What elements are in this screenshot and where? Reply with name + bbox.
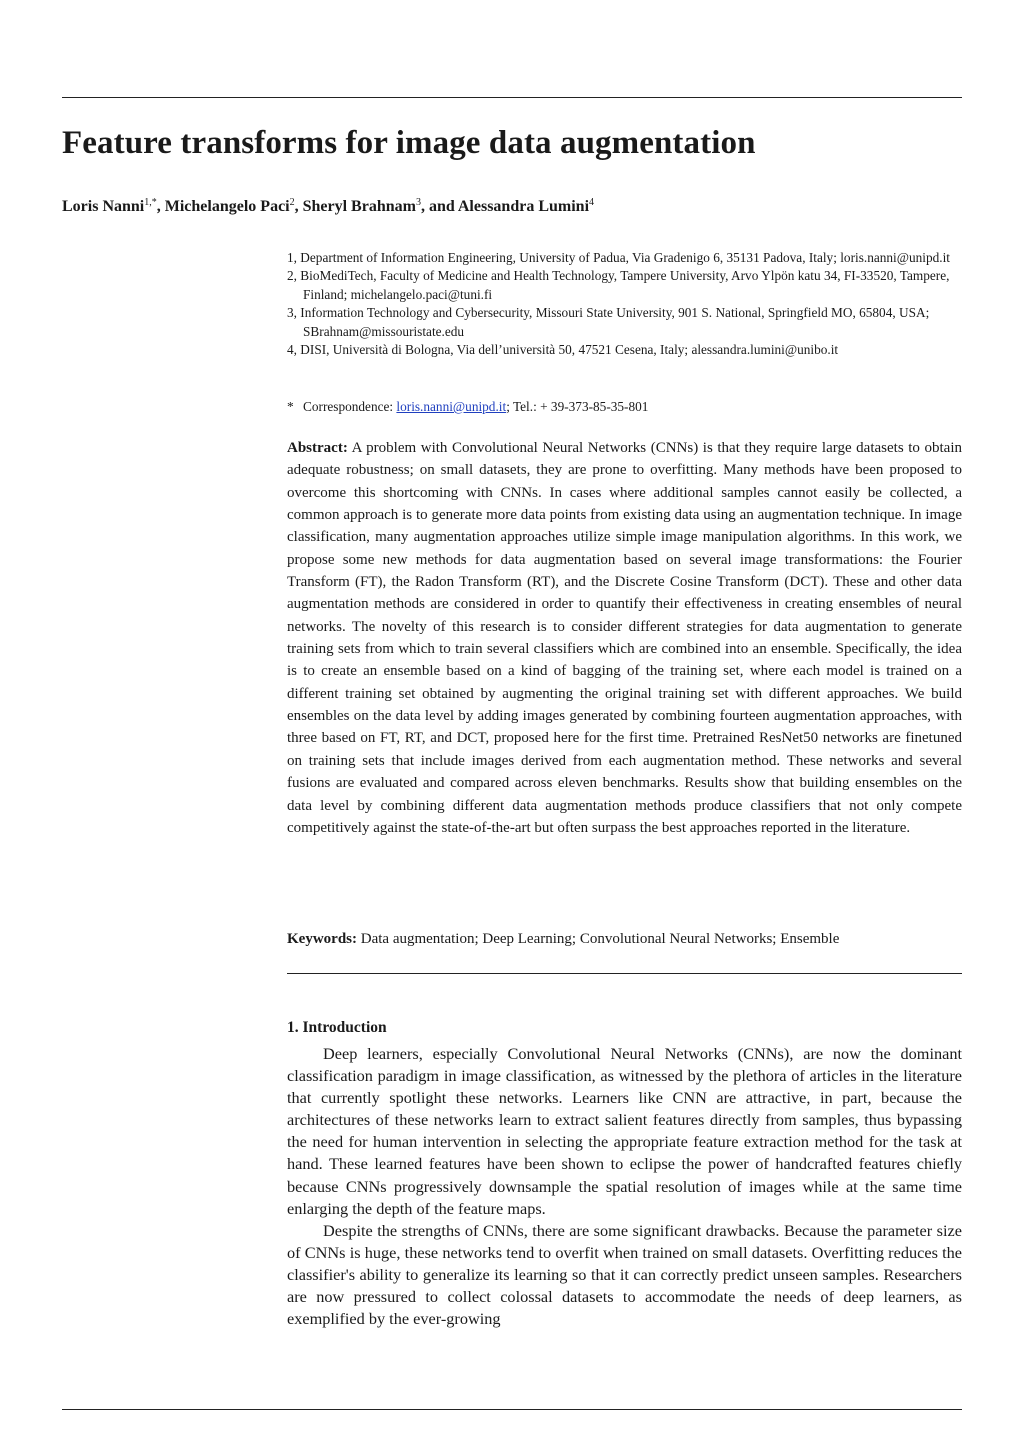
- author-separator: ,: [156, 198, 165, 215]
- author-name: Loris Nanni: [62, 198, 145, 215]
- affiliation: 1, Department of Information Engineering, University of Padua, Via Gradenigo 6, 35131 Padova, Italy; loris.nanni@unipd.it: [287, 250, 950, 265]
- header-rule: [62, 97, 962, 98]
- author-affiliation-marker: 1,*: [144, 197, 157, 208]
- author-affiliation-marker: 4: [589, 197, 595, 208]
- author-name: Sheryl Brahnam: [302, 198, 416, 215]
- affiliations: [287, 249, 962, 359]
- author-affiliation-marker: 3: [415, 197, 421, 208]
- keywords-text: Data augmentation; Deep Learning; Convolutional Neural Networks; Ensemble: [360, 931, 840, 947]
- footer-rule: [62, 1409, 962, 1410]
- paper-title: Feature transforms for image data augmentation: [62, 125, 756, 161]
- paragraph: Deep learners, especially Convolutional Neural Networks (CNNs), are now the dominant classification paradigm in image classification, as witnessed by the plethora of articles in the literature that currently spotlight these networks. Learners like CNN are attractive, in part, because the architectures of these networks learn to extract salient features directly from samples, thus bypassing the need for human intervention in selecting the appropriate feature extraction method for the task at hand. These learned features have been shown to eclipse the power of handcrafted features chiefly because CNNs progressively downsample the spatial resolution of images while at the same time enlarging the depth of the feature maps.: [287, 1044, 962, 1218]
- abstract-text: A problem with Convolutional Neural Networks (CNNs) is that they require large datasets to obtain adequate robustness; on small datasets, they are prone to overfitting. Many methods have been proposed to overcome this shortcoming with CNNs. In cases where additional samples cannot easily be collected, a common approach is to generate more data points from existing data using an augmentation technique. In image classification, many augmentation approaches utilize simple image manipulation algorithms. In this work, we propose some new methods for data augmentation based on several image transformations: the Fourier Transform (FT), the Radon Transform (RT), and the Discrete Cosine Transform (DCT). These and other data augmentation methods are considered in order to quantify their effectiveness in creating ensembles of neural networks. The novelty of this research is to consider different strategies for data augmentation to generate training sets from which to train several classifiers which are combined into an ensemble. Specifically, the idea is to create an ensemble based on a kind of bagging of the training set, where each model is trained on a different training set obtained by augmenting the original training set with different approaches. We build ensembles on the data level by adding images generated by combining fourteen augmentation approaches, with three based on FT, RT, and DCT, proposed here for the first time. Pretrained ResNet50 networks are finetuned on training sets that include images derived from each augmentation method. These networks and several fusions are evaluated and compared across eleven benchmarks. Results show that building ensembles on the data level by combining different data augmentation methods produce classifiers that not only compete competitively against the state-of-the-art but often surpass the best approaches reported in the literature.: [287, 440, 962, 836]
- abstract: [287, 437, 962, 839]
- correspondence-email-link[interactable]: loris.nanni@unipd.it: [396, 399, 507, 414]
- author-separator: ,: [294, 198, 303, 215]
- keywords: [287, 929, 962, 949]
- author-name: Michelangelo Paci: [164, 198, 290, 215]
- correspondence: [287, 398, 962, 416]
- affiliation: 2, BioMediTech, Faculty of Medicine and Health Technology, Tampere University, Arvo Ylpön katu 34, FI-33520, Tampere, Finland; michelangelo.paci@tuni.fi: [287, 268, 950, 302]
- correspondence-marker: *: [287, 399, 294, 414]
- section-heading: 1. Introduction: [287, 1019, 387, 1036]
- introduction-body: [287, 1043, 962, 1330]
- author-list: [62, 196, 962, 218]
- correspondence-phone: ; Tel.: + 39-373-85-35-801: [506, 399, 649, 414]
- author-affiliation-marker: 2: [289, 197, 295, 208]
- affiliation: 3, Information Technology and Cybersecurity, Missouri State University, 901 S. National, Springfield MO, 65804, USA; SBrahnam@missouristate.edu: [287, 305, 930, 339]
- abstract-rule: [287, 973, 962, 974]
- affiliation: 4, DISI, Università di Bologna, Via dell’università 50, 47521 Cesena, Italy; alessandra.lumini@unibo.it: [287, 342, 839, 358]
- author-separator: , and: [420, 198, 458, 215]
- paragraph: Despite the strengths of CNNs, there are some significant drawbacks. Because the parameter size of CNNs is huge, these networks tend to overfit when trained on small datasets. Overfitting reduces the classifier's ability to generalize its learning so that it can correctly predict unseen samples. Researchers are now pressured to collect colossal datasets to accommodate the needs of deep learners, as exemplified by the ever-growing: [287, 1220, 962, 1329]
- correspondence-label: Correspondence:: [303, 399, 397, 414]
- abstract-label: Abstract:: [287, 440, 348, 456]
- keywords-label: Keywords:: [287, 931, 357, 947]
- author-name: Alessandra Lumini: [457, 198, 590, 215]
